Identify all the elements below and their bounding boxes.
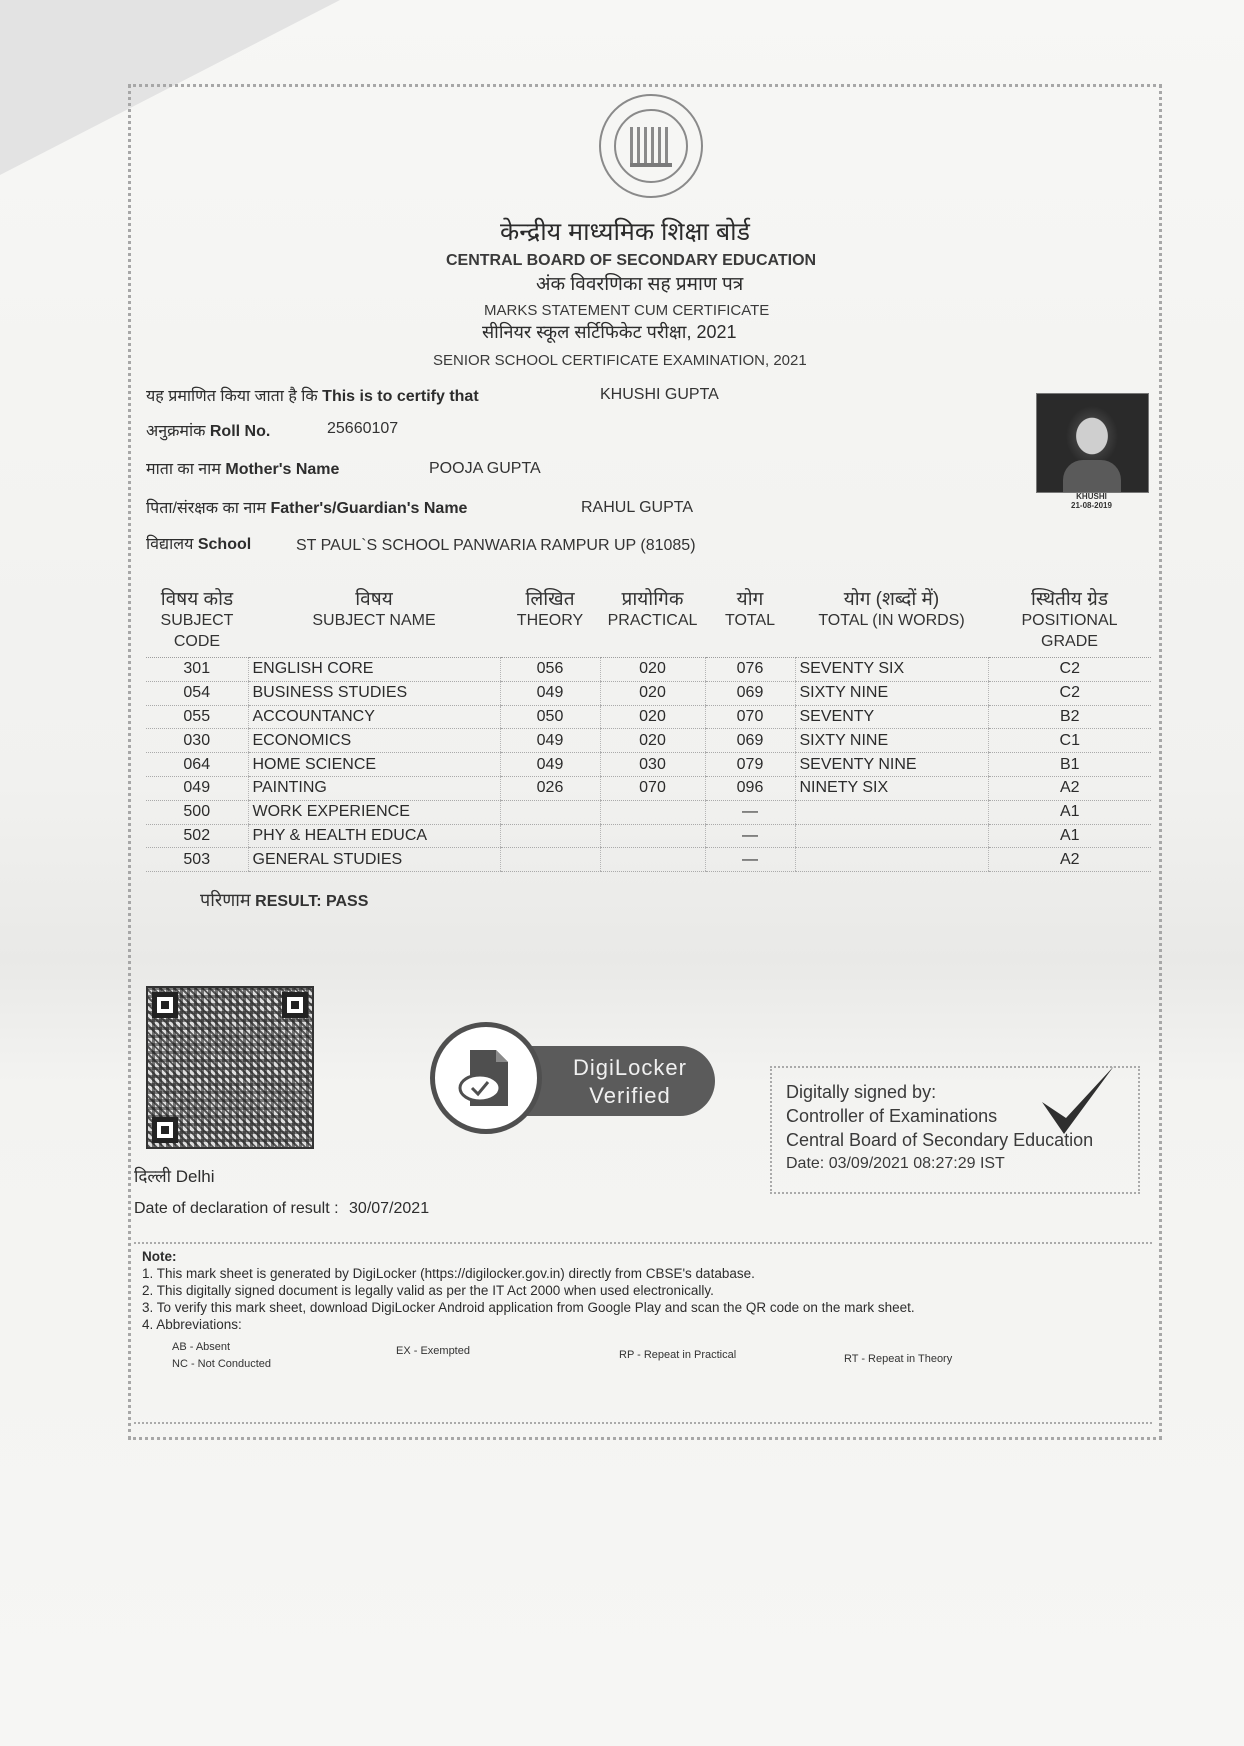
col-code-en1: SUBJECT bbox=[160, 612, 234, 629]
subject-name: ACCOUNTANCY bbox=[248, 705, 500, 729]
abbr-repeat-practical: RP - Repeat in Practical bbox=[619, 1349, 737, 1361]
subject-code: 049 bbox=[146, 776, 248, 800]
abbr-exempted: EX - Exempted bbox=[396, 1345, 470, 1357]
qr-code bbox=[146, 986, 314, 1149]
father-name: RAHUL GUPTA bbox=[581, 499, 694, 516]
checkmark-icon bbox=[1038, 1062, 1118, 1140]
theory-marks: 056 bbox=[500, 658, 600, 682]
subject-code: 054 bbox=[146, 681, 248, 705]
certify-row bbox=[146, 384, 479, 406]
note-item: 3. To verify this mark sheet, download DigiLocker Android application from Google Play and scan the QR code on the mark sheet. bbox=[142, 1300, 915, 1315]
roll-label-hindi: अनुक्रमांक bbox=[146, 423, 206, 440]
mother-label-hindi: माता का नाम bbox=[146, 461, 221, 478]
mother-name: POOJA GUPTA bbox=[429, 460, 541, 477]
subject-name: GENERAL STUDIES bbox=[248, 848, 500, 872]
father-label-english: Father's/Guardian's Name bbox=[270, 500, 468, 517]
table-row bbox=[146, 824, 1151, 848]
col-subject-hindi: विषय bbox=[355, 589, 393, 610]
subject-code: 064 bbox=[146, 753, 248, 777]
roll-number: 25660107 bbox=[327, 420, 399, 437]
subject-code: 500 bbox=[146, 800, 248, 824]
total-in-words bbox=[795, 800, 988, 824]
abbr-absent: AB - Absent bbox=[172, 1341, 231, 1353]
col-positional-grade bbox=[988, 587, 1151, 658]
practical-marks bbox=[600, 824, 705, 848]
total-in-words: SEVENTY bbox=[795, 705, 988, 729]
father-label-hindi: पिता/संरक्षक का नाम bbox=[146, 500, 266, 517]
positional-grade: A2 bbox=[988, 776, 1151, 800]
subject-code: 301 bbox=[146, 658, 248, 682]
positional-grade: B2 bbox=[988, 705, 1151, 729]
cbse-seal-logo bbox=[599, 94, 703, 198]
subject-code: 503 bbox=[146, 848, 248, 872]
certify-label-english: This is to certify that bbox=[322, 388, 479, 405]
roll-row bbox=[146, 419, 270, 441]
subject-name: PAINTING bbox=[248, 776, 500, 800]
col-words-hindi: योग (शब्दों में) bbox=[843, 589, 940, 610]
total-marks: 076 bbox=[705, 658, 795, 682]
subject-name: ECONOMICS bbox=[248, 729, 500, 753]
result-label-hindi: परिणाम bbox=[200, 890, 251, 910]
note-item: 4. Abbreviations: bbox=[142, 1317, 242, 1332]
student-photo bbox=[1036, 393, 1149, 493]
place-hindi: दिल्ली bbox=[134, 1167, 172, 1186]
table-row bbox=[146, 729, 1151, 753]
statement-title-english: MARKS STATEMENT CUM CERTIFICATE bbox=[484, 302, 770, 319]
photo-caption-date: 21-08-2019 bbox=[1071, 501, 1112, 510]
positional-grade: A2 bbox=[988, 848, 1151, 872]
school-label-hindi: विद्यालय bbox=[146, 536, 194, 553]
theory-marks: 049 bbox=[500, 753, 600, 777]
table-row bbox=[146, 800, 1151, 824]
marks-table bbox=[146, 587, 1151, 872]
practical-marks: 070 bbox=[600, 776, 705, 800]
subject-code: 055 bbox=[146, 705, 248, 729]
table-header-row bbox=[146, 587, 1151, 658]
declaration-date: 30/07/2021 bbox=[349, 1200, 430, 1217]
positional-grade: C2 bbox=[988, 681, 1151, 705]
total-marks: 079 bbox=[705, 753, 795, 777]
digilocker-logo-icon bbox=[430, 1022, 542, 1134]
positional-grade: C2 bbox=[988, 658, 1151, 682]
theory-marks: 049 bbox=[500, 681, 600, 705]
subject-name: HOME SCIENCE bbox=[248, 753, 500, 777]
theory-marks: 050 bbox=[500, 705, 600, 729]
declaration-label: Date of declaration of result : bbox=[134, 1200, 339, 1217]
col-code-hindi: विषय कोड bbox=[160, 589, 234, 610]
subject-name: WORK EXPERIENCE bbox=[248, 800, 500, 824]
notes-title: Note: bbox=[142, 1249, 177, 1264]
board-name-english: CENTRAL BOARD OF SECONDARY EDUCATION bbox=[446, 252, 817, 269]
total-marks: 070 bbox=[705, 705, 795, 729]
table-row bbox=[146, 848, 1151, 872]
theory-marks bbox=[500, 848, 600, 872]
mother-label-english: Mother's Name bbox=[225, 461, 340, 478]
table-row bbox=[146, 658, 1151, 682]
school-label-english: School bbox=[197, 536, 252, 553]
statement-title-hindi: अंक विवरणिका सह प्रमाण पत्र bbox=[536, 274, 744, 295]
positional-grade: C1 bbox=[988, 729, 1151, 753]
total-in-words: SIXTY NINE bbox=[795, 681, 988, 705]
signed-date: Date: 03/09/2021 08:27:29 IST bbox=[786, 1155, 1005, 1172]
practical-marks: 020 bbox=[600, 729, 705, 753]
place-english: Delhi bbox=[175, 1167, 215, 1186]
col-words-en: TOTAL (IN WORDS) bbox=[818, 612, 965, 629]
signer-title: Controller of Examinations bbox=[786, 1106, 998, 1126]
theory-marks bbox=[500, 800, 600, 824]
col-practical-hindi: प्रायोगिक bbox=[621, 589, 684, 610]
roll-label-english: Roll No. bbox=[209, 423, 271, 440]
certify-label-hindi: यह प्रमाणित किया जाता है कि bbox=[146, 388, 318, 405]
theory-marks bbox=[500, 824, 600, 848]
col-grade-en1: POSITIONAL bbox=[1021, 612, 1118, 629]
col-subject-en: SUBJECT NAME bbox=[312, 612, 436, 629]
practical-marks: 020 bbox=[600, 705, 705, 729]
mother-row bbox=[146, 457, 339, 479]
col-total bbox=[705, 587, 795, 658]
notes-section bbox=[134, 1242, 1152, 1424]
practical-marks: 030 bbox=[600, 753, 705, 777]
total-in-words bbox=[795, 848, 988, 872]
positional-grade: B1 bbox=[988, 753, 1151, 777]
total-marks: — bbox=[705, 848, 795, 872]
subject-name: ENGLISH CORE bbox=[248, 658, 500, 682]
total-in-words bbox=[795, 824, 988, 848]
practical-marks bbox=[600, 800, 705, 824]
practical-marks: 020 bbox=[600, 681, 705, 705]
student-name: KHUSHI GUPTA bbox=[600, 386, 719, 403]
total-marks: 069 bbox=[705, 681, 795, 705]
result-line bbox=[200, 888, 368, 912]
badge-line-1: DigiLocker bbox=[573, 1055, 687, 1080]
col-theory-hindi: लिखित bbox=[525, 589, 575, 610]
subject-code: 030 bbox=[146, 729, 248, 753]
result-label-english: RESULT: bbox=[255, 893, 322, 910]
exam-title-english: SENIOR SCHOOL CERTIFICATE EXAMINATION, 2021 bbox=[433, 352, 807, 369]
col-theory-en: THEORY bbox=[516, 612, 584, 629]
subject-code: 502 bbox=[146, 824, 248, 848]
total-marks: 096 bbox=[705, 776, 795, 800]
practical-marks bbox=[600, 848, 705, 872]
abbr-repeat-theory: RT - Repeat in Theory bbox=[844, 1353, 953, 1365]
signed-by-label: Digitally signed by: bbox=[786, 1082, 937, 1102]
table-row bbox=[146, 753, 1151, 777]
col-grade-en2: GRADE bbox=[1041, 633, 1098, 650]
col-code-en2: CODE bbox=[173, 633, 221, 650]
place-line bbox=[134, 1164, 215, 1187]
col-grade-hindi: स्थितीय ग्रेड bbox=[1030, 589, 1108, 610]
col-total-words bbox=[795, 587, 988, 658]
badge-text bbox=[560, 1054, 700, 1110]
note-item: 1. This mark sheet is generated by DigiLocker (https://digilocker.gov.in) directly from CBSE's database. bbox=[142, 1266, 755, 1281]
total-marks: 069 bbox=[705, 729, 795, 753]
result-value: PASS bbox=[325, 893, 369, 910]
exam-title-hindi: सीनियर स्कूल सर्टिफिकेट परीक्षा, 2021 bbox=[482, 322, 737, 342]
board-name-hindi: केन्द्रीय माध्यमिक शिक्षा बोर्ड bbox=[500, 218, 750, 246]
positional-grade: A1 bbox=[988, 824, 1151, 848]
note-item: 2. This digitally signed document is legally valid as per the IT Act 2000 when used electronically. bbox=[142, 1283, 714, 1298]
table-row bbox=[146, 681, 1151, 705]
practical-marks: 020 bbox=[600, 658, 705, 682]
table-row bbox=[146, 776, 1151, 800]
col-total-hindi: योग bbox=[736, 589, 764, 610]
declaration-line bbox=[134, 1200, 429, 1218]
father-row bbox=[146, 496, 467, 518]
total-marks: — bbox=[705, 800, 795, 824]
total-in-words: SIXTY NINE bbox=[795, 729, 988, 753]
subject-name: BUSINESS STUDIES bbox=[248, 681, 500, 705]
theory-marks: 026 bbox=[500, 776, 600, 800]
table-row bbox=[146, 705, 1151, 729]
subject-name: PHY & HEALTH EDUCA bbox=[248, 824, 500, 848]
col-practical bbox=[600, 587, 705, 658]
photo-caption bbox=[1036, 492, 1147, 510]
positional-grade: A1 bbox=[988, 800, 1151, 824]
col-total-en: TOTAL bbox=[724, 612, 776, 629]
school-row bbox=[146, 532, 251, 554]
school-name: ST PAUL`S SCHOOL PANWARIA RAMPUR UP (81085) bbox=[296, 537, 696, 554]
total-in-words: NINETY SIX bbox=[795, 776, 988, 800]
col-subject-name bbox=[248, 587, 500, 658]
total-marks: — bbox=[705, 824, 795, 848]
col-theory bbox=[500, 587, 600, 658]
col-subject-code bbox=[146, 587, 248, 658]
signer-organization: Central Board of Secondary Education bbox=[786, 1130, 1094, 1150]
digital-signature-box bbox=[770, 1066, 1140, 1194]
digilocker-verified-badge bbox=[430, 1022, 720, 1144]
theory-marks: 049 bbox=[500, 729, 600, 753]
badge-line-2: Verified bbox=[589, 1083, 671, 1108]
abbr-not-conducted: NC - Not Conducted bbox=[172, 1358, 272, 1370]
total-in-words: SEVENTY SIX bbox=[795, 658, 988, 682]
total-in-words: SEVENTY NINE bbox=[795, 753, 988, 777]
col-practical-en: PRACTICAL bbox=[607, 612, 698, 629]
photo-caption-name: KHUSHI bbox=[1076, 492, 1107, 501]
